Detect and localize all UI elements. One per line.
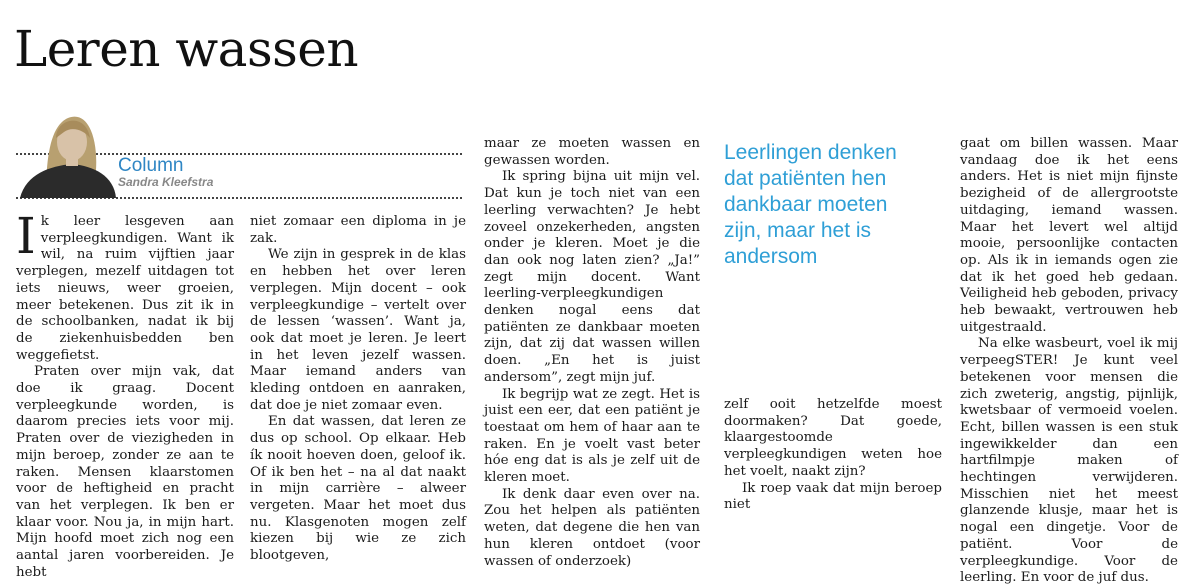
text-column-4 [724,397,942,514]
text-column-5 [960,136,1178,587]
paragraph: Ik denk daar even over na. Zou het helpen als patiënten weten, dat degene die hen van hun kleren ontdoet (voor wassen of onderzoek) [484,486,700,569]
headline: Leren wassen [14,20,359,78]
author-portrait [16,98,120,198]
paragraph: En dat wassen, dat leren ze dus op school. Op elkaar. Heb ík nooit hoeven doen, geloof ik. Of ik ben het – na al dat naakt in mijn carrière – alweer vergeten. Maar het moet dus nu. Klasgenoten mogen zelf kiezen bij wie ze zich blootgeven, [250,414,466,564]
drop-cap: I [16,207,36,265]
paragraph: Ik spring bijna uit mijn vel. Dat kun je toch niet van een leerling verwachten? Je hebt zoveel onzekerheden, angsten onder je kleren. Moet je die dan ook nog laten zien? „Ja!” zegt mijn docent. Want leerling-verpleegkundigen denken nogal eens dat patiënten ze dankbaar moeten zijn, dat zij dat wassen willen doen. „En het is juist andersom”, zegt mijn juf. [484,169,700,385]
paragraph: Ik leer lesgeven aan verpleegkundigen. Want ik wil, na ruim vijftien jaar verplegen, mezelf uitdagen tot iets nieuws, weer groeien, meer betekenen. Dus zit ik in de schoolbanken, nadat ik bij de ziekenhuisbedden ben weggefietst. [16,207,234,363]
column-label: Column [118,155,184,176]
paragraph: zelf ooit hetzelfde moest doormaken? Dat goede, klaargestoomde verpleegkundigen weten hoe het voelt, naakt zijn? [724,397,942,479]
paragraph: Praten over mijn vak, dat doe ik graag. Docent verpleegkunde worden, is daarom precies iets voor mij. Praten over de viezigheden in mijn beroep, zonder ze aan te raken. Mensen klaarstomen voor de heftigheid en pracht van het verplegen. Ik ben er klaar voor. Nou ja, in mijn hart. Mijn hoofd moet zich nog een aantal jaren voorbereiden. Je hebt [16,364,234,580]
paragraph: Na elke wasbeurt, voel ik mij verpeegSTER! Je kunt veel betekenen voor mensen die zich zweterig, angstig, pijnlijk, kwetsbaar of vermoeid voelen. Echt, billen wassen is een stuk ingewikkelder dan een hartfilmpje maken of hechtingen verwijderen. Misschien niet het meest glanzende klusje, maar het is nogal een dingetje. Voor de patiënt. Voor de verpleegkundige. Voor de leerling. En voor de juf dus. [960,336,1178,586]
paragraph: maar ze moeten wassen en gewassen worden. [484,136,700,168]
paragraph: Ik roep vaak dat mijn beroep niet [724,480,942,513]
pull-quote: Leerlingen denken dat patiënten hen dankbaar moeten zijn, maar het is andersom [724,141,897,268]
paragraph: gaat om billen wassen. Maar vandaag doe ik het eens anders. Het is niet mijn fijnste bezigheid of de allergrootste uitdaging, iemand wassen. Maar het levert wel altijd mooie, persoonlijke contacten op. Als ik in iemands ogen zie dat ik het goed heb gedaan. Veiligheid heb geboden, privacy heb bewaakt, vertrouwen heb uitgestraald. [960,136,1178,335]
text-column-1 [16,207,234,581]
paragraph: We zijn in gesprek in de klas en hebben het over leren verplegen. Mijn docent – ook verpleegkundige – vertelt over de lessen ‘wassen’. Want ja, ook dat moet je leren. Je leert in het leven jezelf wassen. Maar iemand anders van kleding ontdoen en aanraken, dat doe je niet zomaar even. [250,247,466,413]
text-column-2 [250,214,466,565]
byline [118,156,213,189]
author-name: Sandra Kleefstra [118,174,214,189]
paragraph: niet zomaar een diploma in je zak. [250,214,466,246]
text-column-3 [484,136,700,570]
paragraph: Ik begrijp wat ze zegt. Het is juist een eer, dat een patiënt je toestaat om hem of haar aan te raken. En je voelt vast beter hóe eng dat is als je zelf uit de kleren moet. [484,386,700,486]
